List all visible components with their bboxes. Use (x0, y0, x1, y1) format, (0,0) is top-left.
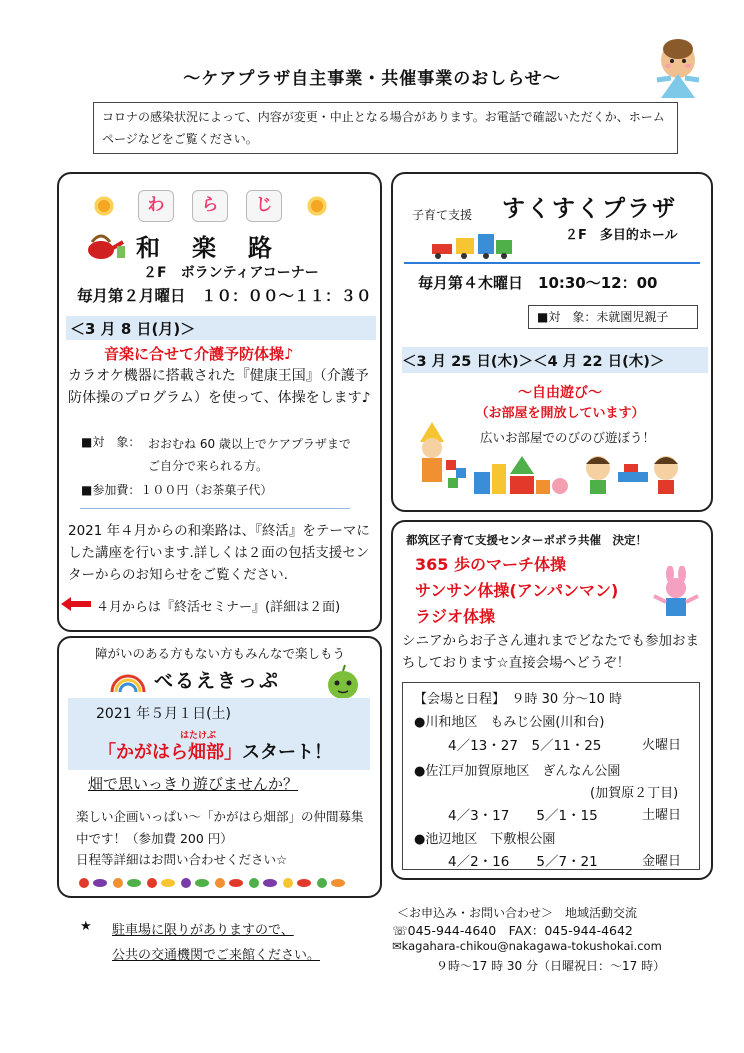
event-part: スタート！ (242, 742, 332, 763)
venue-dates: 4／2・16 5／7・21 (448, 854, 598, 870)
vegetables-decoration (78, 876, 350, 890)
waraku-arrow-text: ４月からは『終活セミナー』(詳細は２面) (96, 600, 341, 615)
venue-day: 土曜日 (642, 808, 682, 823)
sukusuku-tagline: 広いお部屋でのびのび遊ぼう！ (480, 430, 656, 445)
parking-line1: 駐車場に限りがありますので、 (112, 923, 294, 938)
poporo-line2: サンサン体操(アンパンマン) (415, 581, 619, 600)
children-illustration (584, 452, 680, 494)
venue-name: ●川和地区 もみじ公園(川和台) (414, 715, 605, 730)
contact-hours: ９時〜17 時 30 分（日曜祝日：〜17 時） (436, 959, 666, 973)
contact-email[interactable]: ✉kagahara-chikou@nakagawa-tokushokai.com (392, 939, 662, 953)
venue-day: 火曜日 (642, 738, 682, 753)
poporo-schedule-header: 【会場と日程】 ９時 30 分〜10 時 (414, 692, 622, 707)
star-icon: ★ (80, 919, 92, 934)
venue-sub: (加賀原２丁目) (590, 786, 679, 801)
tile-ra: ら (192, 190, 228, 222)
rabbit-illustration (652, 566, 700, 620)
event-part: 「かがはら (98, 742, 188, 763)
contact-tel: ☏045-944-4640 FAX：045-944-4642 (392, 923, 633, 938)
bean-character-icon (323, 663, 363, 703)
berueki-title: べるえきっぷ (154, 670, 281, 692)
berueki-date: 2021 年５月１日(土) (96, 706, 232, 722)
waraku-date: ＜3 月 8 日(月)＞ (70, 320, 196, 338)
divider (80, 508, 350, 509)
waraku-target: おおむね 60 歳以上でケアプラザまでご自分で来られる方。 (148, 437, 351, 473)
waraku-schedule: 毎月第２月曜日 １０：００〜１１：３０ (77, 287, 372, 305)
waraku-body: カラオケ機器に搭載された『健康王国』（介護予防体操のプログラム）を使って、体操をします♪ (68, 368, 371, 406)
page-title: 〜ケアプラザ自主事業・共催事業のおしらせ〜 (183, 69, 561, 89)
sukusuku-dates: ＜3 月 25 日(木)＞＜4 月 22 日(木)＞ (402, 354, 665, 370)
sukusuku-schedule: 毎月第４木曜日 10:30〜12：00 (418, 274, 658, 292)
tile-ji: じ (246, 190, 282, 222)
sukusuku-prefix: 子育て支援 (412, 208, 473, 222)
kettle-icon (83, 228, 127, 260)
venue-name: ●佐江戸加賀原地区 ぎんなん公園 (414, 764, 621, 779)
sukusuku-target: ■対 象：未就園児親子 (528, 305, 698, 329)
notice-box: コロナの感染状況によって、内容が変更・中止となる場合があります。お電話で確認いただくか、ホームページなどをご覧ください。 (93, 102, 678, 154)
parking-line2: 公共の交通機関でご来館ください。 (112, 948, 321, 963)
poporo-line1: 365 歩のマーチ体操 (415, 555, 566, 574)
berueki-event (98, 738, 332, 764)
waraku-target-label: ■対 象： (81, 435, 141, 449)
blocks-illustration (474, 450, 570, 498)
waraku-title: 和 楽 路 (136, 234, 276, 262)
blue-bar (404, 262, 700, 264)
berueki-subtitle: 障がいのある方もない方もみんなで楽しもう (94, 646, 345, 661)
event-part: 畑部 (188, 742, 224, 763)
venue-name: ●池辺地区 下敷根公園 (414, 832, 556, 847)
child-playing-illustration (406, 420, 476, 496)
venue-dates: 4／3・17 5／1・15 (448, 808, 598, 824)
arrow-left-icon (61, 597, 91, 611)
waraku-fee: ■参加費：１００円（お茶菓子代） (81, 483, 273, 497)
tile-wa: わ (138, 190, 174, 222)
event-ruby: はたけぶ (180, 731, 217, 741)
berueki-body2: 日程等詳細はお問い合わせください☆ (76, 852, 288, 867)
toy-train-icon (428, 226, 516, 260)
sukusuku-activity: 〜自由遊び〜 (518, 385, 602, 401)
poporo-body: シニアからお子さん連れまでどなたでも参加おまちしております☆直接会場へどうぞ！ (402, 633, 699, 671)
sukusuku-activity-sub: （お部屋を開放しています） (475, 406, 645, 421)
venue-dates: 4／13・27 5／11・25 (448, 738, 602, 754)
flower-icon (302, 191, 332, 221)
flower-icon (89, 191, 119, 221)
berueki-body1: 楽しい企画いっぱい〜「かがはら畑部」の仲間募集中です！（参加費 200 円） (76, 809, 364, 846)
event-part: 」 (224, 742, 242, 763)
venue-day: 金曜日 (642, 854, 682, 869)
sukusuku-location: ２F 多目的ホール (565, 228, 678, 243)
contact-header: ＜お申込み・お問い合わせ＞ 地域活動交流 (397, 906, 638, 920)
rainbow-icon (110, 668, 146, 692)
waraku-announce: 2021 年４月からの和楽路は、『終活』をテーマにした講座を行います.詳しくは２面の包括支援センターからのお知らせをご覧ください. (68, 523, 370, 583)
sukusuku-title: すくすくプラザ (502, 196, 677, 222)
berueki-tagline: 畑で思いっきり遊びませんか？ (88, 775, 299, 793)
waraku-location: ２F ボランティアコーナー (143, 265, 319, 281)
poporo-header: 都筑区子育て支援センターポポラ共催 決定！ (406, 533, 648, 547)
waraku-topic: 音楽に合せて介護予防体操♪ (104, 345, 294, 363)
poporo-line3: ラジオ体操 (415, 607, 496, 626)
